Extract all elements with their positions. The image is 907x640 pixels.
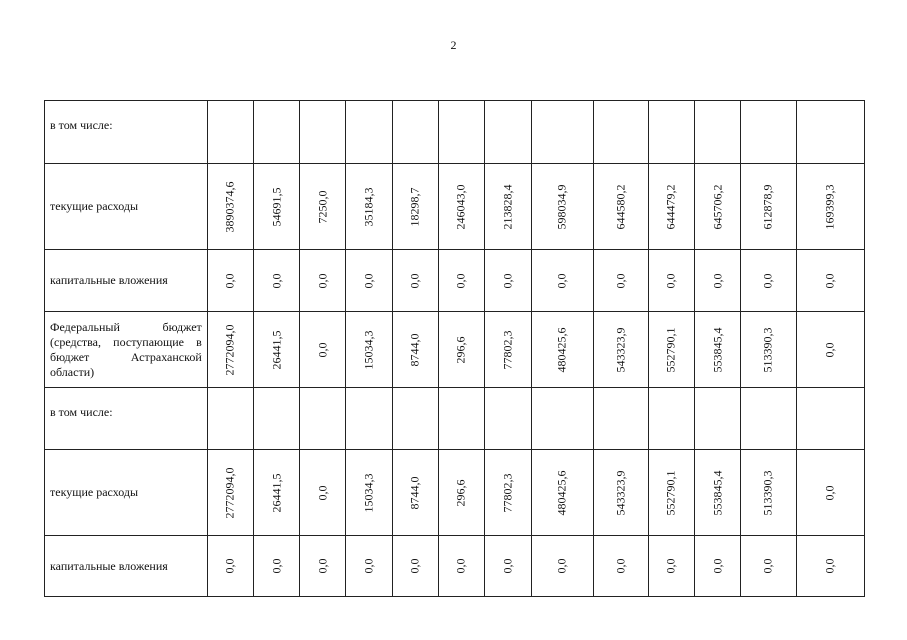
value-cell (695, 164, 741, 250)
value-cell (346, 250, 392, 312)
cell-value: 0,0 (822, 273, 837, 288)
value-cell (695, 450, 741, 536)
table-row (45, 450, 865, 536)
cell-value: 213828,4 (500, 184, 515, 229)
cell-value: 26441,5 (269, 330, 284, 369)
value-cell (593, 312, 648, 388)
value-cell (593, 536, 648, 597)
value-cell (300, 164, 346, 250)
cell-value: 296,6 (453, 336, 468, 363)
cell-value: 0,0 (407, 558, 422, 574)
cell-value: 513390,3 (760, 470, 775, 515)
value-cell (207, 164, 253, 250)
cell-value: 552790,1 (663, 327, 678, 372)
cell-value: 0,0 (315, 342, 330, 357)
value-cell (346, 536, 392, 597)
cell-value: 552790,1 (663, 470, 678, 515)
value-cell (532, 164, 593, 250)
value-cell (254, 450, 300, 536)
cell-value: 644479,2 (663, 184, 678, 229)
value-cell (438, 536, 484, 597)
cell-value: 15034,3 (361, 473, 376, 512)
table-row (45, 388, 865, 450)
value-cell (796, 101, 864, 164)
table-row (45, 101, 865, 164)
value-cell (648, 164, 694, 250)
value-cell (300, 312, 346, 388)
value-cell (300, 250, 346, 312)
value-cell (207, 250, 253, 312)
table-row (45, 164, 865, 250)
cell-value: 0,0 (663, 273, 678, 288)
value-cell (741, 312, 796, 388)
cell-value: 480425,6 (554, 470, 569, 515)
value-cell (392, 312, 438, 388)
value-cell (392, 101, 438, 164)
value-cell (648, 101, 694, 164)
cell-value: 0,0 (710, 273, 725, 288)
value-cell (695, 312, 741, 388)
cell-value: 543323,9 (613, 470, 628, 515)
value-cell (485, 536, 532, 597)
value-cell (392, 450, 438, 536)
value-cell (796, 250, 864, 312)
value-cell (254, 312, 300, 388)
value-cell (593, 101, 648, 164)
value-cell (648, 250, 694, 312)
cell-value: 0,0 (269, 273, 284, 288)
value-cell (648, 450, 694, 536)
cell-value: 35184,3 (361, 187, 376, 226)
cell-value: 77802,3 (500, 473, 515, 512)
value-cell (485, 101, 532, 164)
value-cell (300, 388, 346, 450)
cell-value: 0,0 (822, 485, 837, 500)
cell-value: 296,6 (453, 479, 468, 506)
cell-value: 0,0 (453, 558, 468, 574)
cell-value: 0,0 (554, 273, 569, 288)
value-cell (741, 450, 796, 536)
value-cell (438, 101, 484, 164)
cell-value: 2772094,0 (222, 467, 237, 518)
row-label: капитальные вложения (45, 250, 208, 312)
row-label: текущие расходы (45, 164, 208, 250)
value-cell (741, 101, 796, 164)
value-cell (796, 312, 864, 388)
value-cell (741, 388, 796, 450)
row-label: в том числе: (45, 388, 208, 450)
value-cell (648, 536, 694, 597)
value-cell (254, 164, 300, 250)
cell-value: 3890374,6 (222, 181, 237, 232)
value-cell (532, 388, 593, 450)
value-cell (300, 101, 346, 164)
value-cell (346, 312, 392, 388)
value-cell (485, 312, 532, 388)
value-cell (648, 312, 694, 388)
value-cell (532, 250, 593, 312)
table-row (45, 250, 865, 312)
budget-table (44, 100, 865, 597)
value-cell (346, 164, 392, 250)
value-cell (392, 536, 438, 597)
cell-value: 169399,3 (822, 184, 837, 229)
value-cell (207, 312, 253, 388)
cell-value: 0,0 (315, 485, 330, 500)
cell-value: 0,0 (760, 273, 775, 288)
cell-value: 0,0 (407, 273, 422, 288)
value-cell (438, 388, 484, 450)
cell-value: 0,0 (361, 558, 376, 574)
cell-value: 0,0 (710, 558, 725, 574)
value-cell (648, 388, 694, 450)
cell-value: 8744,0 (407, 476, 422, 509)
value-cell (532, 312, 593, 388)
value-cell (532, 101, 593, 164)
cell-value: 8744,0 (407, 333, 422, 366)
value-cell (695, 101, 741, 164)
cell-value: 0,0 (500, 558, 515, 574)
cell-value: 644580,2 (613, 184, 628, 229)
value-cell (346, 388, 392, 450)
value-cell (532, 450, 593, 536)
value-cell (392, 250, 438, 312)
value-cell (254, 101, 300, 164)
row-label: Федеральный бюджет (средства, поступающие в бюджет Астраханской области) (45, 312, 208, 388)
cell-value: 612878,9 (760, 184, 775, 229)
value-cell (695, 536, 741, 597)
cell-value: 0,0 (222, 558, 237, 574)
cell-value: 26441,5 (269, 473, 284, 512)
value-cell (300, 536, 346, 597)
cell-value: 0,0 (822, 342, 837, 357)
table-row (45, 312, 865, 388)
value-cell (207, 536, 253, 597)
cell-value: 0,0 (554, 558, 569, 574)
value-cell (438, 312, 484, 388)
value-cell (593, 164, 648, 250)
value-cell (438, 250, 484, 312)
cell-value: 7250,0 (315, 190, 330, 223)
value-cell (741, 164, 796, 250)
value-cell (593, 450, 648, 536)
cell-value: 0,0 (822, 558, 837, 574)
value-cell (207, 388, 253, 450)
value-cell (593, 250, 648, 312)
value-cell (796, 450, 864, 536)
cell-value: 480425,6 (554, 327, 569, 372)
cell-value: 0,0 (453, 273, 468, 288)
value-cell (593, 388, 648, 450)
value-cell (300, 450, 346, 536)
cell-value: 77802,3 (500, 330, 515, 369)
cell-value: 0,0 (315, 558, 330, 574)
value-cell (207, 101, 253, 164)
table-row (45, 536, 865, 597)
value-cell (254, 388, 300, 450)
row-label: капитальные вложения (45, 536, 208, 597)
cell-value: 0,0 (222, 273, 237, 288)
cell-value: 513390,3 (760, 327, 775, 372)
value-cell (485, 164, 532, 250)
cell-value: 246043,0 (453, 184, 468, 229)
row-label: текущие расходы (45, 450, 208, 536)
cell-value: 0,0 (663, 558, 678, 574)
cell-value: 0,0 (361, 273, 376, 288)
value-cell (485, 388, 532, 450)
value-cell (346, 101, 392, 164)
value-cell (392, 164, 438, 250)
value-cell (695, 250, 741, 312)
value-cell (485, 450, 532, 536)
cell-value: 0,0 (500, 273, 515, 288)
cell-value: 553845,4 (710, 327, 725, 372)
value-cell (485, 250, 532, 312)
row-label: в том числе: (45, 101, 208, 164)
value-cell (438, 450, 484, 536)
value-cell (532, 536, 593, 597)
cell-value: 2772094,0 (222, 324, 237, 375)
value-cell (438, 164, 484, 250)
value-cell (346, 450, 392, 536)
cell-value: 0,0 (760, 558, 775, 574)
cell-value: 0,0 (613, 558, 628, 574)
cell-value: 553845,4 (710, 470, 725, 515)
cell-value: 598034,9 (554, 184, 569, 229)
cell-value: 18298,7 (407, 187, 422, 226)
value-cell (796, 388, 864, 450)
page-number: 2 (450, 38, 457, 52)
value-cell (207, 450, 253, 536)
value-cell (796, 164, 864, 250)
value-cell (741, 536, 796, 597)
cell-value: 645706,2 (710, 184, 725, 229)
cell-value: 543323,9 (613, 327, 628, 372)
value-cell (796, 536, 864, 597)
value-cell (254, 250, 300, 312)
value-cell (254, 536, 300, 597)
value-cell (741, 250, 796, 312)
value-cell (695, 388, 741, 450)
cell-value: 0,0 (613, 273, 628, 288)
value-cell (392, 388, 438, 450)
cell-value: 0,0 (269, 558, 284, 574)
cell-value: 0,0 (315, 273, 330, 288)
cell-value: 54691,5 (269, 187, 284, 226)
cell-value: 15034,3 (361, 330, 376, 369)
